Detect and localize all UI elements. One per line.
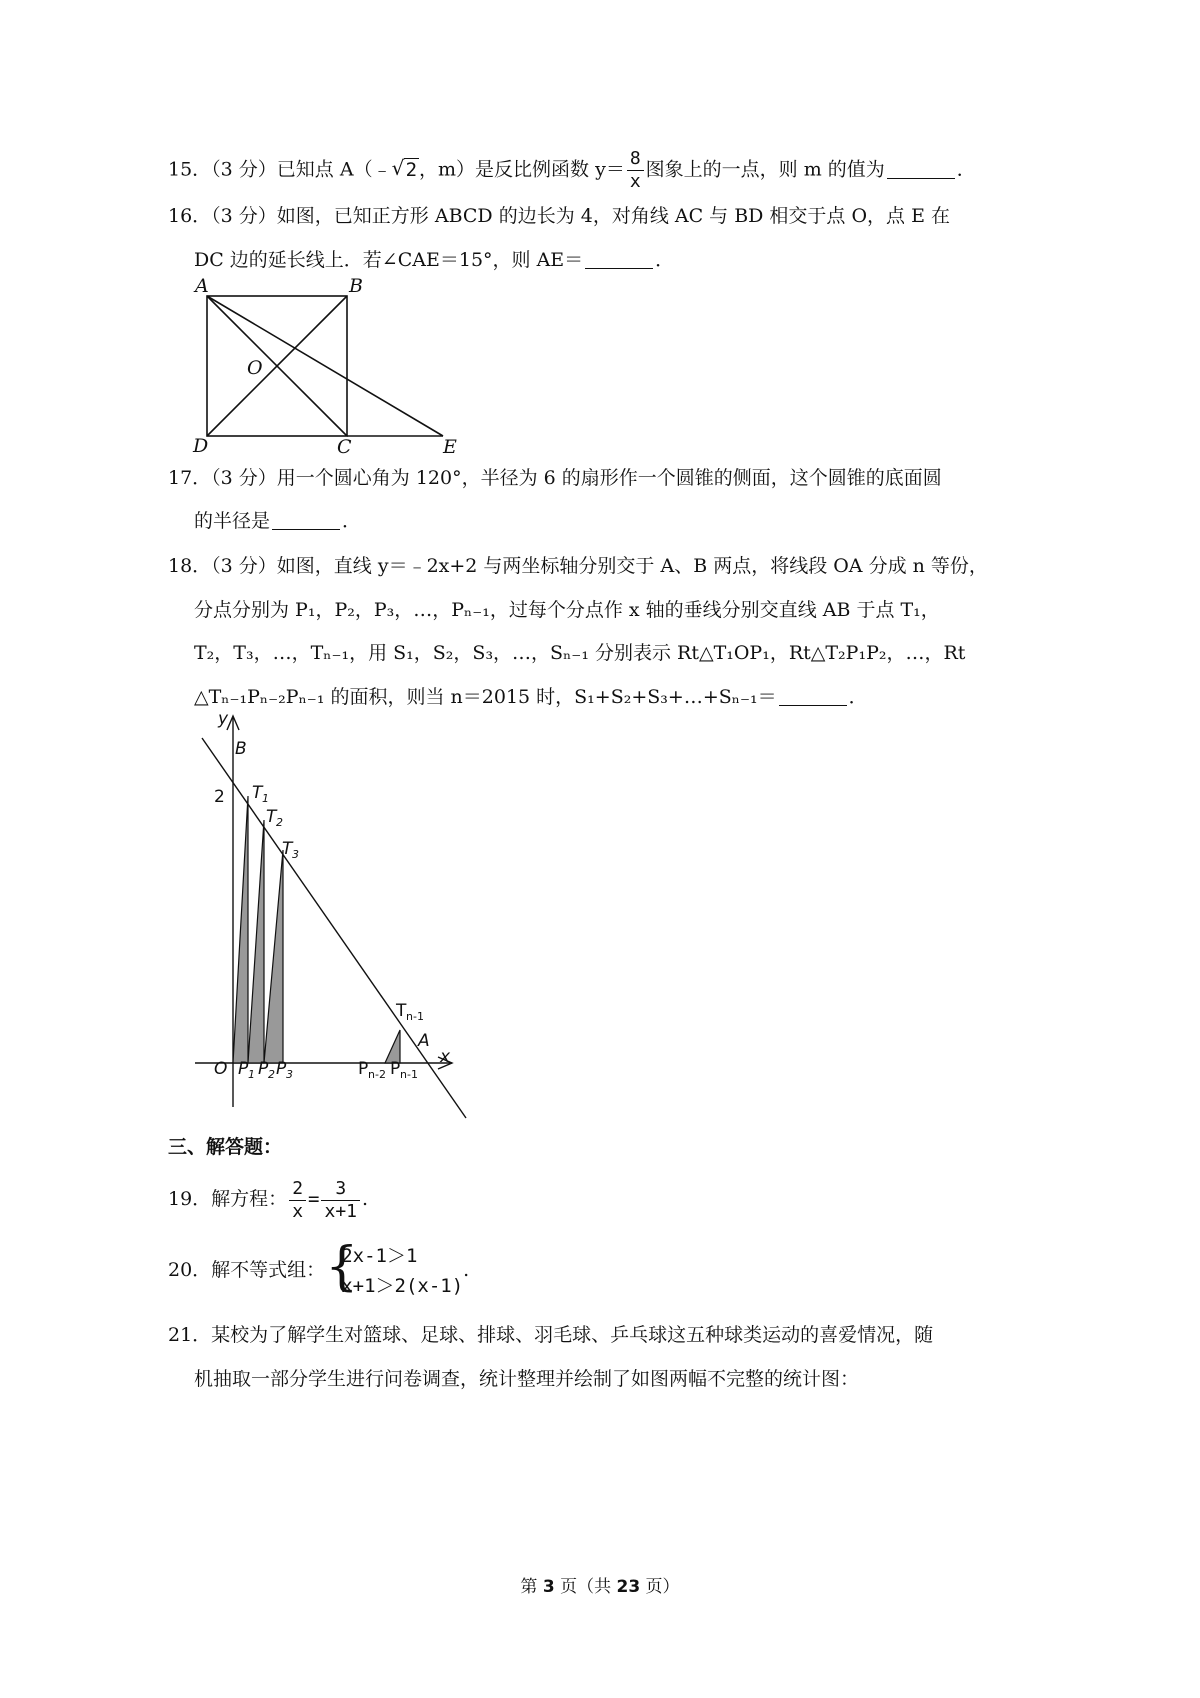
fraction-right: $\frac{3}{x+1}$ — [321, 1178, 360, 1223]
left-brace-icon: { — [325, 1237, 359, 1297]
label-p2: P — [258, 1059, 269, 1079]
label-d: D — [193, 435, 209, 456]
label-b: B — [235, 739, 247, 759]
label-pn-2: P — [358, 1059, 369, 1079]
label-y: y — [218, 712, 229, 729]
fraction-left: $\frac{2}{x}$ — [289, 1178, 306, 1223]
question-21-line2: 机抽取一部分学生进行问卷调查，统计整理并绘制了如图两幅不完整的统计图： — [194, 1368, 860, 1390]
question-20: 20．解不等式组： { 2x-1＞1 x+1＞2(x-1) . — [168, 1238, 469, 1302]
sqrt-symbol: √ 2 — [391, 155, 418, 181]
page-footer: 第 3 页（共 23 页） — [520, 1577, 680, 1597]
label-o: O — [214, 1059, 228, 1079]
label-2: 2 — [214, 787, 225, 807]
label-o: O — [247, 357, 263, 379]
question-19: 19．解方程： $\frac{2}{x}$ = $\frac{3}{x+1}$ . — [168, 1177, 369, 1222]
svg-text:3: 3 — [286, 1068, 293, 1081]
fraction-8-over-x: $\frac{8}{x}$ — [627, 148, 644, 193]
question-18-line1: 18．（3 分）如图，直线 y＝﹣2x+2 与两坐标轴分别交于 A、B 两点，将线段 OA 分成 n 等份， — [168, 555, 988, 577]
label-t2: T — [266, 807, 277, 827]
label-t1: T — [252, 783, 263, 803]
answer-blank — [585, 250, 653, 269]
section-heading: 三、解答题： — [168, 1136, 283, 1158]
label-c: C — [337, 436, 352, 456]
question-16-line1: 16．（3 分）如图，已知正方形 ABCD 的边长为 4，对角线 AC 与 BD 相交于点 O，点 E 在 — [168, 205, 950, 227]
label-t3: T — [282, 839, 293, 859]
inequality-system: { 2x-1＞1 x+1＞2(x-1) — [325, 1237, 464, 1297]
label-e: E — [443, 436, 457, 456]
answer-blank — [779, 687, 847, 706]
square-abcd-figure — [185, 276, 475, 456]
svg-text:2: 2 — [276, 816, 283, 829]
answer-blank — [272, 511, 340, 530]
question-15: 15．（3 分）已知点 A（﹣ √ 2 ，m）是反比例函数 y＝ $\frac{8}{x}$ 图象上的一点，则 m 的值为 ． — [168, 148, 976, 192]
svg-text:1: 1 — [262, 792, 269, 805]
label-a: A — [195, 276, 209, 297]
label-p3: P — [276, 1059, 287, 1079]
label-tn-1: T — [396, 1001, 407, 1021]
label-x: x — [440, 1047, 451, 1067]
svg-text:n-1: n-1 — [400, 1068, 418, 1081]
answer-blank — [887, 160, 955, 179]
coordinate-line-figure — [190, 712, 480, 1122]
svg-text:n-2: n-2 — [368, 1068, 386, 1081]
triangle-s3 — [264, 850, 283, 1063]
label-b: B — [349, 276, 363, 297]
question-21-line1: 21．某校为了解学生对篮球、足球、排球、羽毛球、乒乓球这五种球类运动的喜爱情况，随 — [168, 1324, 934, 1346]
label-pn-1: P — [390, 1059, 401, 1079]
triangle-s2 — [248, 820, 264, 1063]
question-17-line2: 的半径是 ． — [194, 510, 362, 532]
svg-text:2: 2 — [268, 1068, 275, 1081]
question-18-line3: T₂，T₃，…，Tₙ₋₁，用 S₁，S₂，S₃，…，Sₙ₋₁ 分别表示 Rt△T₁OP₁，Rt△T₂P₁P₂，…，Rt — [194, 642, 966, 664]
question-18-line2: 分点分别为 P₁，P₂，P₃，…，Pₙ₋₁，过每个分点作 x 轴的垂线分别交直线 AB 于点 T₁， — [194, 599, 940, 621]
label-p1: P — [238, 1059, 249, 1079]
label-a: A — [418, 1031, 430, 1051]
triangle-s1 — [233, 796, 248, 1063]
svg-text:3: 3 — [292, 848, 299, 861]
question-18-line4: △Tₙ₋₁Pₙ₋₂Pₙ₋₁ 的面积，则当 n＝2015 时，S₁+S₂+S₃+…+Sₙ₋₁＝ ． — [194, 686, 868, 708]
svg-text:n-1: n-1 — [406, 1010, 424, 1023]
question-17-line1: 17．（3 分）用一个圆心角为 120°，半径为 6 的扇形作一个圆锥的侧面，这个圆锥的底面圆 — [168, 467, 942, 489]
question-16-line2: DC 边的延长线上．若∠CAE＝15°，则 AE＝ ． — [194, 249, 675, 271]
svg-text:1: 1 — [248, 1068, 255, 1081]
